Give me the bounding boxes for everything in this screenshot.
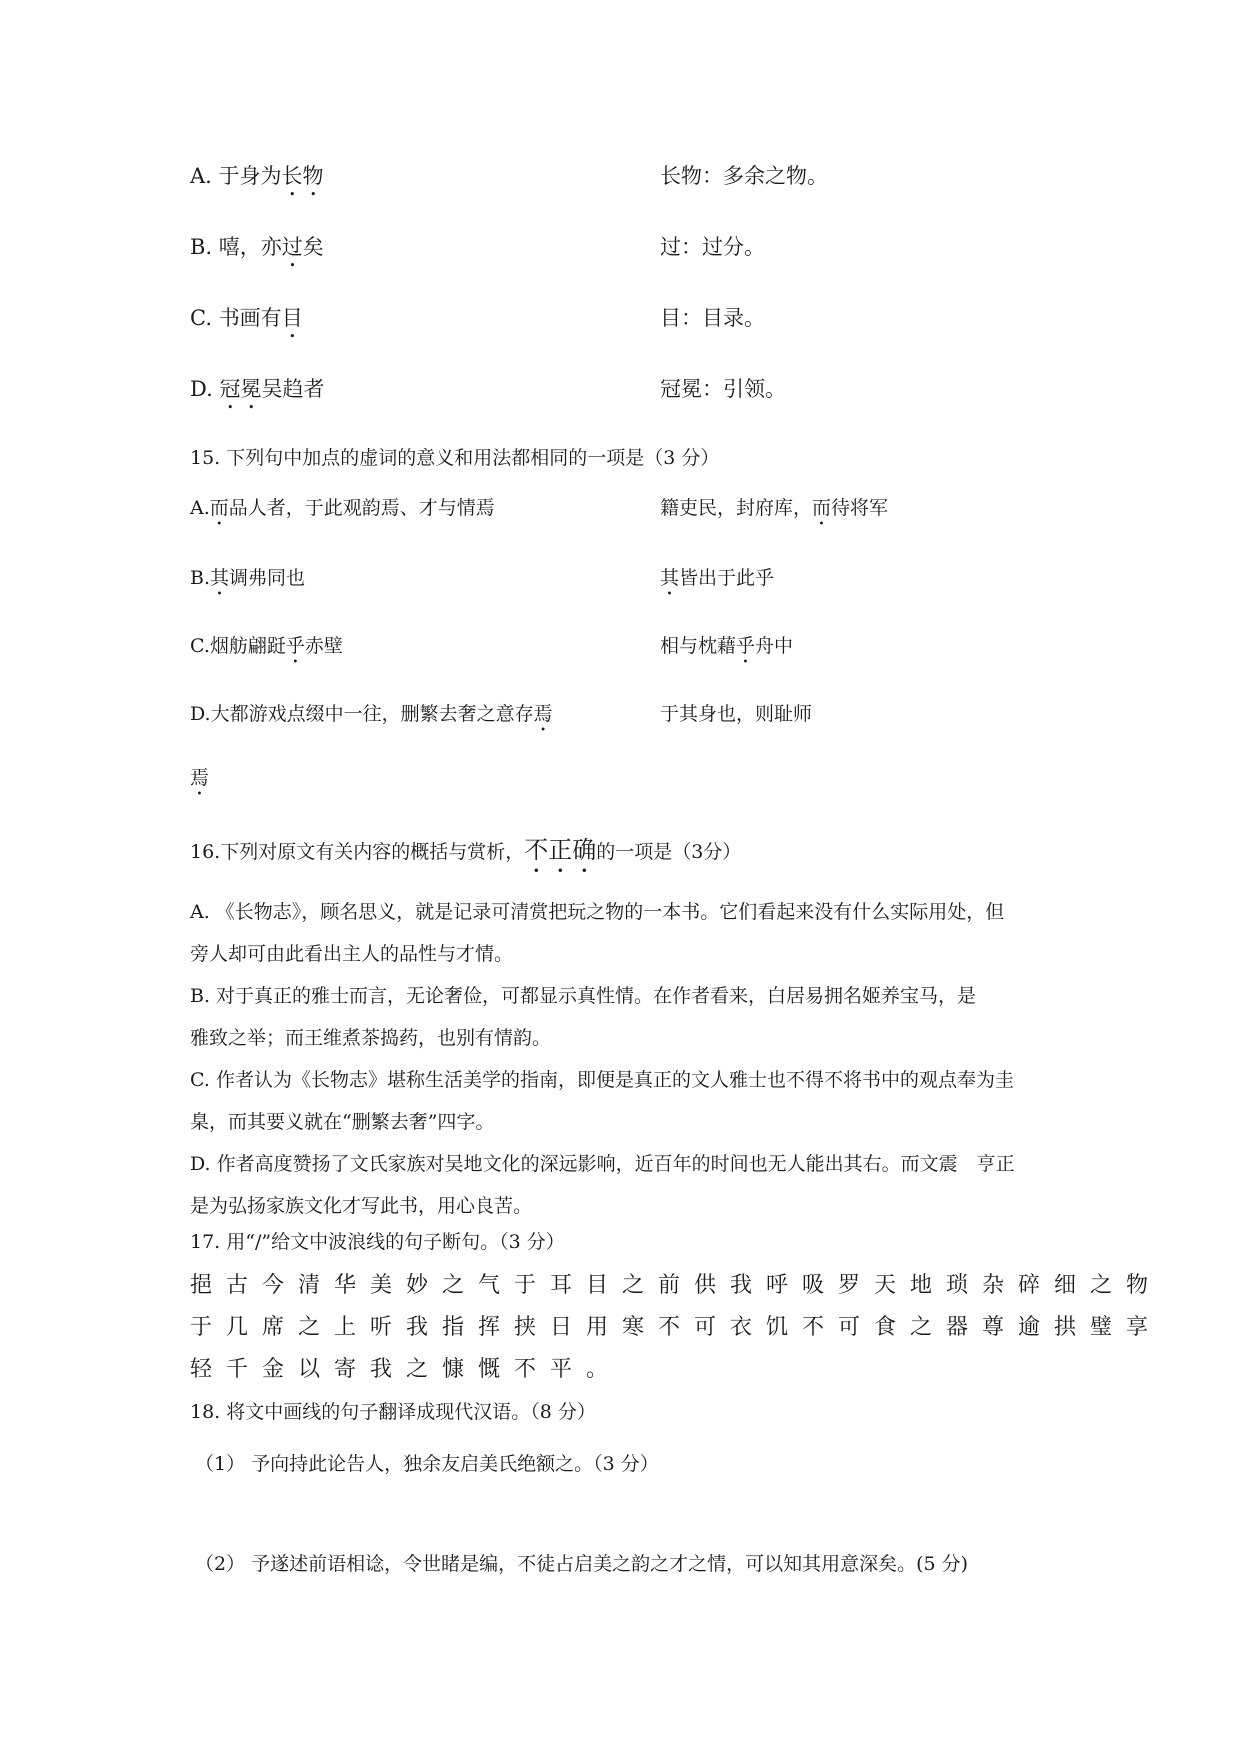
q16-option-b-line1: B. 对于真正的雅士而言，无论奢俭，可都显示真性情。在作者看来，白居易拥名姬养宝马，是 [190, 985, 977, 1007]
q14-option-a-dotted: 长物 [281, 164, 324, 188]
q15-b-left-post: 调弗同也 [229, 567, 306, 589]
q16-option-b-line2: 雅致之举；而王维煮茶捣药，也别有情韵。 [190, 1027, 552, 1049]
q14-option-b-dotted: 过 [281, 235, 303, 259]
q14-option-b-gloss: 过：过分。 [660, 235, 765, 259]
q15-c-left-pre: C.烟舫翩跹 [190, 635, 286, 657]
q14-option-d [190, 375, 324, 414]
q18-sentence-1: （1） 予向持此论告人，独余友启美氏绝额之。（3 分） [195, 1453, 659, 1475]
q15-option-c-right [660, 632, 793, 668]
q16-option-d-line1: D. 作者高度赞扬了文氏家族对吴地文化的深远影响，近百年的时间也无人能出其右。而文震 亨正 [190, 1153, 1015, 1175]
q16-title [190, 836, 741, 878]
q15-option-b-right [660, 564, 774, 600]
q15-d-right-pre: 于其身也，则耻师 [660, 703, 813, 725]
q15-a-left-dotted: 而 [209, 497, 229, 519]
q15-title: 15. 下列句中加点的虚词的意义和用法都相同的一项是（3 分） [190, 447, 720, 469]
q15-option-a-right [660, 494, 888, 530]
q16-option-a-line2: 旁人却可由此看出主人的品性与才情。 [190, 943, 514, 965]
q17-passage-line2: 于几席之上听我指挥挟日用寒不可衣饥不可食之器尊逾拱璧享 [190, 1315, 1163, 1340]
q15-c-right-post: 舟中 [755, 635, 794, 657]
q15-d-left-pre: D.大都游戏点缀中一往，删繁去奢之意存 [190, 703, 534, 725]
q16-title-post: 的一项是（3分） [596, 841, 742, 863]
q15-a-left-pre: A. [190, 497, 210, 519]
q14-option-d-post: 吴趋者 [261, 377, 325, 401]
q15-b-right-post: 皆出于此乎 [679, 567, 775, 589]
q15-option-a-left [190, 494, 495, 530]
q17-passage-line1: 挹古今清华美妙之气于耳目之前供我呼吸罗天地琐杂碎细之物 [190, 1273, 1163, 1298]
q15-b-left-dotted: 其 [210, 567, 230, 589]
q14-option-d-gloss: 冠冕：引领。 [660, 377, 786, 401]
q14-option-d-dotted: 冠冕 [219, 377, 262, 401]
q17-passage-line3: 轻千金以寄我之慷慨不平。 [190, 1357, 623, 1382]
q14-option-c-label: C. [190, 306, 212, 330]
q18-sentence-2: （2） 予遂述前语相谂，令世睹是编，不徒占启美之韵之才之情，可以知其用意深矣。(5 分) [195, 1553, 969, 1575]
q14-option-b-label: B. [190, 235, 213, 259]
q15-option-d-right [660, 700, 812, 728]
q14-option-d-label: D. [190, 377, 213, 401]
q17-title: 17. 用“/”给文中波浪线的句子断句。（3 分） [190, 1231, 565, 1253]
q14-option-c-gloss: 目：目录。 [660, 306, 765, 330]
q16-title-dotted: 不正确 [524, 836, 597, 864]
q14-option-a-gloss: 长物：多余之物。 [660, 164, 828, 188]
q14-option-a-label: A. [190, 164, 212, 188]
q15-a-right-pre: 籍吏民，封府库， [660, 497, 813, 519]
q15-d-right-dotted: 焉 [190, 767, 210, 789]
q15-d-left-dotted: 焉 [533, 703, 553, 725]
q15-c-right-pre: 相与枕藉 [660, 635, 737, 657]
q18-title: 18. 将文中画线的句子翻译成现代汉语。（8 分） [190, 1401, 596, 1423]
q15-a-right-dotted: 而 [812, 497, 832, 519]
q15-c-right-dotted: 乎 [736, 635, 756, 657]
q15-option-b-left [190, 564, 305, 600]
q16-option-c-line1: C. 作者认为《长物志》堪称生活美学的指南，即便是真正的文人雅士也不得不将书中的观点奉为圭 [190, 1069, 1014, 1091]
q14-option-a-pre: 于身为 [218, 164, 282, 188]
q15-option-c-left [190, 632, 343, 668]
q15-a-right-post: 待将军 [831, 497, 889, 519]
q14-option-b [190, 233, 324, 272]
q15-option-d-right-wrap [190, 764, 209, 800]
q14-option-b-post: 矣 [302, 235, 324, 259]
q16-option-c-line2: 臬，而其要义就在“删繁去奢”四字。 [190, 1111, 495, 1133]
q15-option-d-left [190, 700, 553, 736]
q15-c-left-post: 赤壁 [304, 635, 343, 657]
q14-option-c-dotted: 目 [281, 306, 303, 330]
q15-b-left-pre: B. [190, 567, 211, 589]
q15-b-right-dotted: 其 [660, 567, 680, 589]
q16-option-d-line2: 是为弘扬家族文化才写此书，用心良苦。 [190, 1195, 533, 1217]
q14-option-a [190, 162, 324, 201]
q16-option-a-line1: A. 《长物志》，顾名思义，就是记录可清赏把玩之物的一本书。它们看起来没有什么实际用处，但 [190, 901, 1005, 923]
q14-option-c-pre: 书画有 [218, 306, 282, 330]
q14-option-c [190, 304, 303, 343]
q15-a-left-post: 品人者，于此观韵焉、才与情焉 [228, 497, 495, 519]
q15-c-left-dotted: 乎 [285, 635, 305, 657]
q16-title-pre: 16.下列对原文有关内容的概括与赏析， [190, 841, 525, 863]
q14-option-b-pre: 嘻，亦 [218, 235, 282, 259]
